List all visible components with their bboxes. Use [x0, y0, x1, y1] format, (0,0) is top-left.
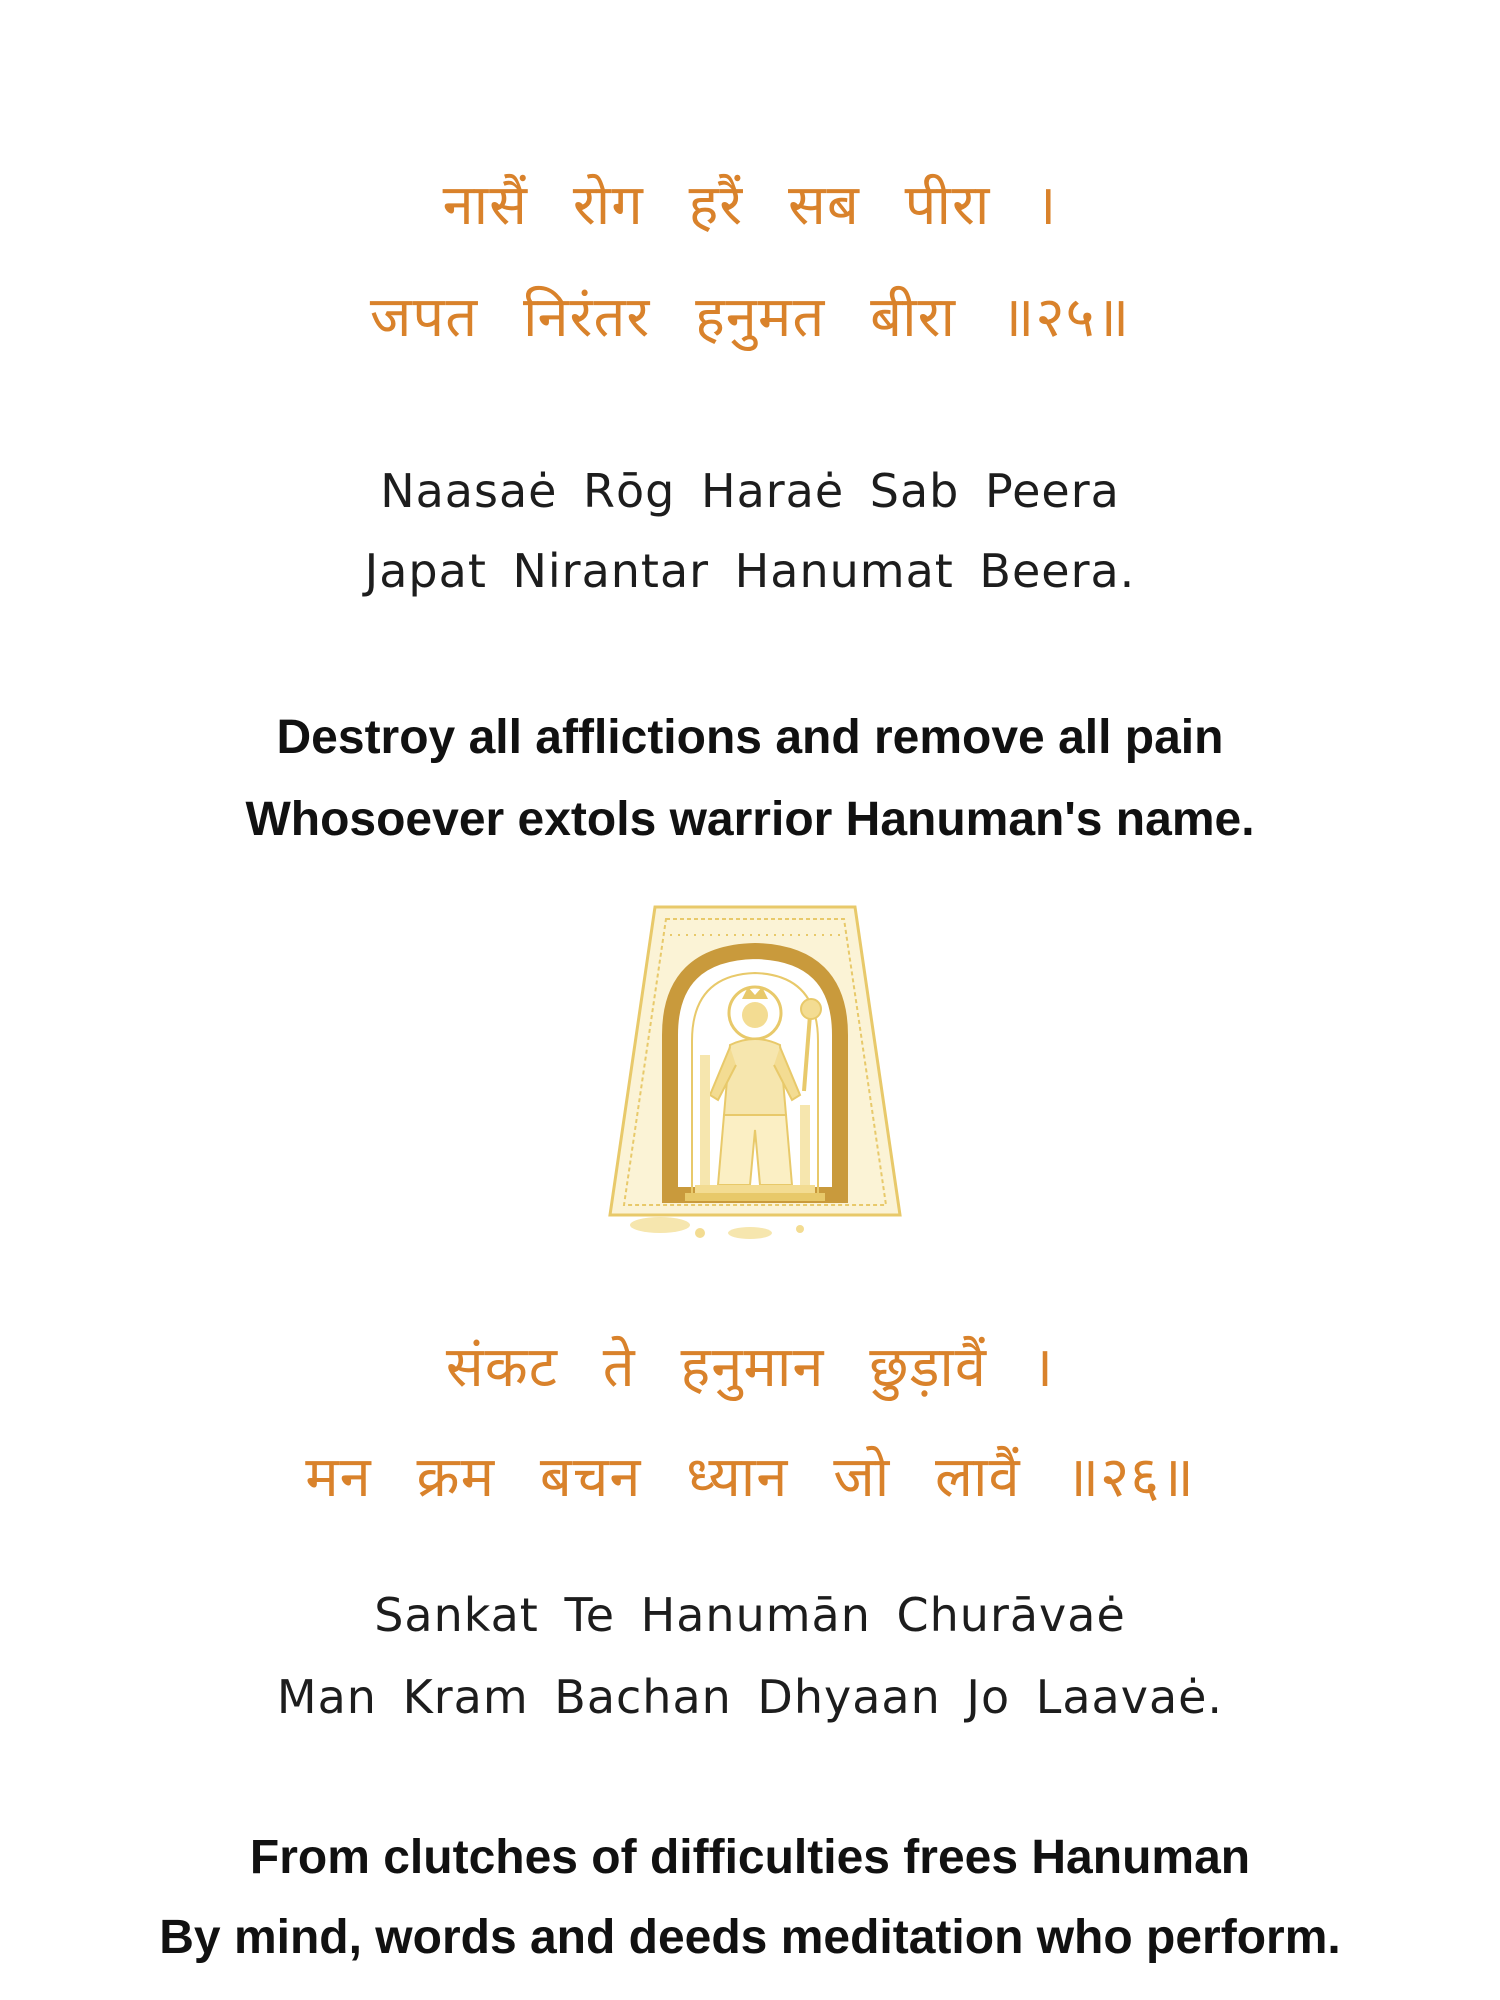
verse-26-transliteration-line-1: Sankat Te Hanumān Churāvaė — [374, 1588, 1126, 1642]
verse-25-english-line-2: Whosoever extols warrior Hanuman's name. — [245, 793, 1255, 846]
verse-25-transliteration-line-1: Naasaė Rōg Haraė Sab Peera — [380, 464, 1120, 518]
verse-26-english-line-1: From clutches of difficulties frees Hanuman — [249, 1831, 1251, 1884]
verse-26-transliteration-line-2: Man Kram Bachan Dhyaan Jo Laavaė. — [276, 1670, 1224, 1724]
verse-26-hindi-line-2: मन क्रम बचन ध्यान जो लावैं ॥२६॥ — [305, 1445, 1195, 1510]
hanuman-shrine-icon — [600, 895, 910, 1245]
verse-25-hindi-line-1: नासैं रोग हरैं सब पीरा । — [442, 173, 1058, 238]
verse-26-hindi-line-1: संकट ते हनुमान छुड़ावैं । — [445, 1335, 1055, 1400]
verse-25-hindi-line-2: जपत निरंतर हनुमत बीरा ॥२५॥ — [369, 285, 1131, 350]
verse-25-english-line-1: Destroy all afflictions and remove all pain — [276, 711, 1224, 764]
verse-25-transliteration-line-2: Japat Nirantar Hanumat Beera. — [364, 544, 1136, 598]
verse-26-english-line-2: By mind, words and deeds meditation who perform. — [159, 1911, 1341, 1964]
